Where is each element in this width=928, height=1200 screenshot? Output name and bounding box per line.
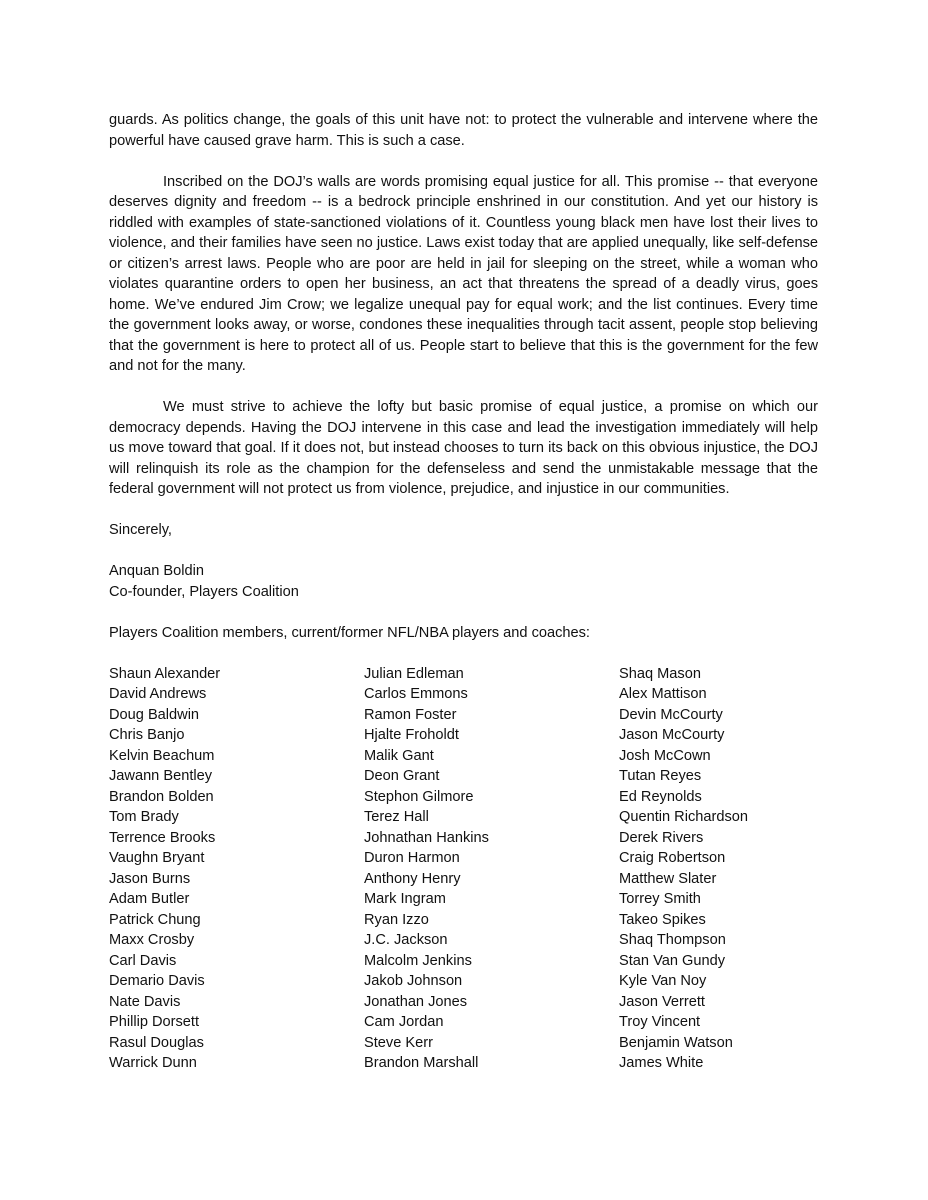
member-name: James White [619,1055,704,1071]
member-name: Vaughn Bryant [109,850,205,866]
member-name: Quentin Richardson [619,809,748,825]
member-name: Carl Davis [109,952,177,969]
member-name: Alex Mattison [619,686,707,702]
member-name: Malcolm Jenkins [364,952,472,969]
member-name: Ramon Foster [364,706,457,723]
member-name: Johnathan Hankins [364,829,489,846]
member-name: Derek Rivers [619,829,704,846]
letter-paragraph-1: guards. As politics change, the goals of this unit have not: to protect the vulnerable and intervene where the powerful have caused grave harm. This is such a case. [109,112,818,149]
member-name: Torrey Smith [619,891,701,907]
member-name: Carlos Emmons [364,686,468,702]
member-name: Jason Verrett [619,993,705,1010]
member-name: Kelvin Beachum [109,747,215,764]
member-name: Adam Butler [109,891,190,907]
member-name: Matthew Slater [619,870,717,887]
member-name: Jason McCourty [619,727,725,743]
signer-name: Anquan Boldin [109,563,204,579]
member-name: Mark Ingram [364,891,446,907]
member-name: Duron Harmon [364,850,460,866]
member-name: Brandon Marshall [364,1055,479,1071]
member-name: Kyle Van Noy [619,973,707,989]
member-name: Jonathan Jones [364,993,468,1010]
members-column-1 [109,664,364,1074]
signature-block [109,561,818,602]
member-name: Ed Reynolds [619,788,702,805]
member-name: J.C. Jackson [364,932,448,948]
member-name: Takeo Spikes [619,911,706,928]
member-name: Stan Van Gundy [619,952,726,969]
members-list [109,664,818,1074]
letter-paragraph-2: Inscribed on the DOJ’s walls are words promising equal justice for all. This promise -- that everyone deserves dignity and freedom -- is a bedrock principle enshrined in our constitution. And yet our history is riddled with examples of state-sanctioned violations of it. Countless young black men have lost their lives to violence, and their families have seen no justice. Laws exist today that are applied unequally, like self-defense or citizen’s arrest laws. People who are poor are held in jail for sleeping on the street, while a woman who violates quarantine orders to open her business, an act that threatens the spread of a deadly virus, goes home. We’ve endured Jim Crow; we legalize unequal pay for equal work; and the list continues. Every time the government looks away, or worse, condones these inequalities through tacit assent, people stop believing that the government is here to protect all of us. People start to believe that this is the government for the few and not for the many. [109,173,818,374]
member-name: Stephon Gilmore [364,788,474,805]
member-name: Troy Vincent [619,1014,701,1030]
member-name: Tutan Reyes [619,768,702,784]
member-name: Jakob Johnson [364,973,463,989]
members-column-2 [364,664,619,1074]
member-name: Deon Grant [364,768,440,784]
letter-page [109,110,818,1074]
members-column-3 [619,664,818,1074]
member-name: Maxx Crosby [109,932,195,948]
member-name: Terrence Brooks [109,829,216,846]
member-name: Brandon Bolden [109,788,214,805]
member-name: Nate Davis [109,993,181,1010]
member-name: Josh McCown [619,747,711,764]
member-name: Phillip Dorsett [109,1014,200,1030]
member-name: Julian Edleman [364,665,464,682]
member-name: Steve Kerr [364,1034,433,1051]
closing: Sincerely, [109,522,172,538]
member-name: Jason Burns [109,870,191,887]
member-name: Tom Brady [109,809,179,825]
member-name: Shaq Thompson [619,932,726,948]
member-name: David Andrews [109,686,207,702]
member-name: Chris Banjo [109,727,185,743]
member-name: Shaun Alexander [109,665,221,682]
member-name: Doug Baldwin [109,706,200,723]
member-name: Demario Davis [109,973,205,989]
member-name: Benjamin Watson [619,1034,733,1051]
member-name: Warrick Dunn [109,1055,197,1071]
member-name: Rasul Douglas [109,1034,204,1051]
member-name: Patrick Chung [109,911,201,928]
member-name: Ryan Izzo [364,911,429,928]
member-name: Hjalte Froholdt [364,727,459,743]
members-heading: Players Coalition members, current/former NFL/NBA players and coaches: [109,624,590,641]
member-name: Craig Robertson [619,850,726,866]
member-name: Anthony Henry [364,870,461,887]
member-name: Cam Jordan [364,1014,444,1030]
member-name: Jawann Bentley [109,768,213,784]
letter-paragraph-3: We must strive to achieve the lofty but basic promise of equal justice, a promise on which our democracy depends. Having the DOJ intervene in this case and lead the investigation immediately will help us move toward that goal. If it does not, but instead chooses to turn its back on this obvious injustice, the DOJ will relinquish its role as the champion for the defenseless and send the unmistakable message that the federal government will not protect us from violence, prejudice, and injustice in our communities. [109,399,818,497]
member-name: Shaq Mason [619,665,701,682]
member-name: Terez Hall [364,809,429,825]
member-name: Devin McCourty [619,706,723,723]
member-name: Malik Gant [364,747,434,764]
signer-title: Co-founder, Players Coalition [109,583,299,600]
